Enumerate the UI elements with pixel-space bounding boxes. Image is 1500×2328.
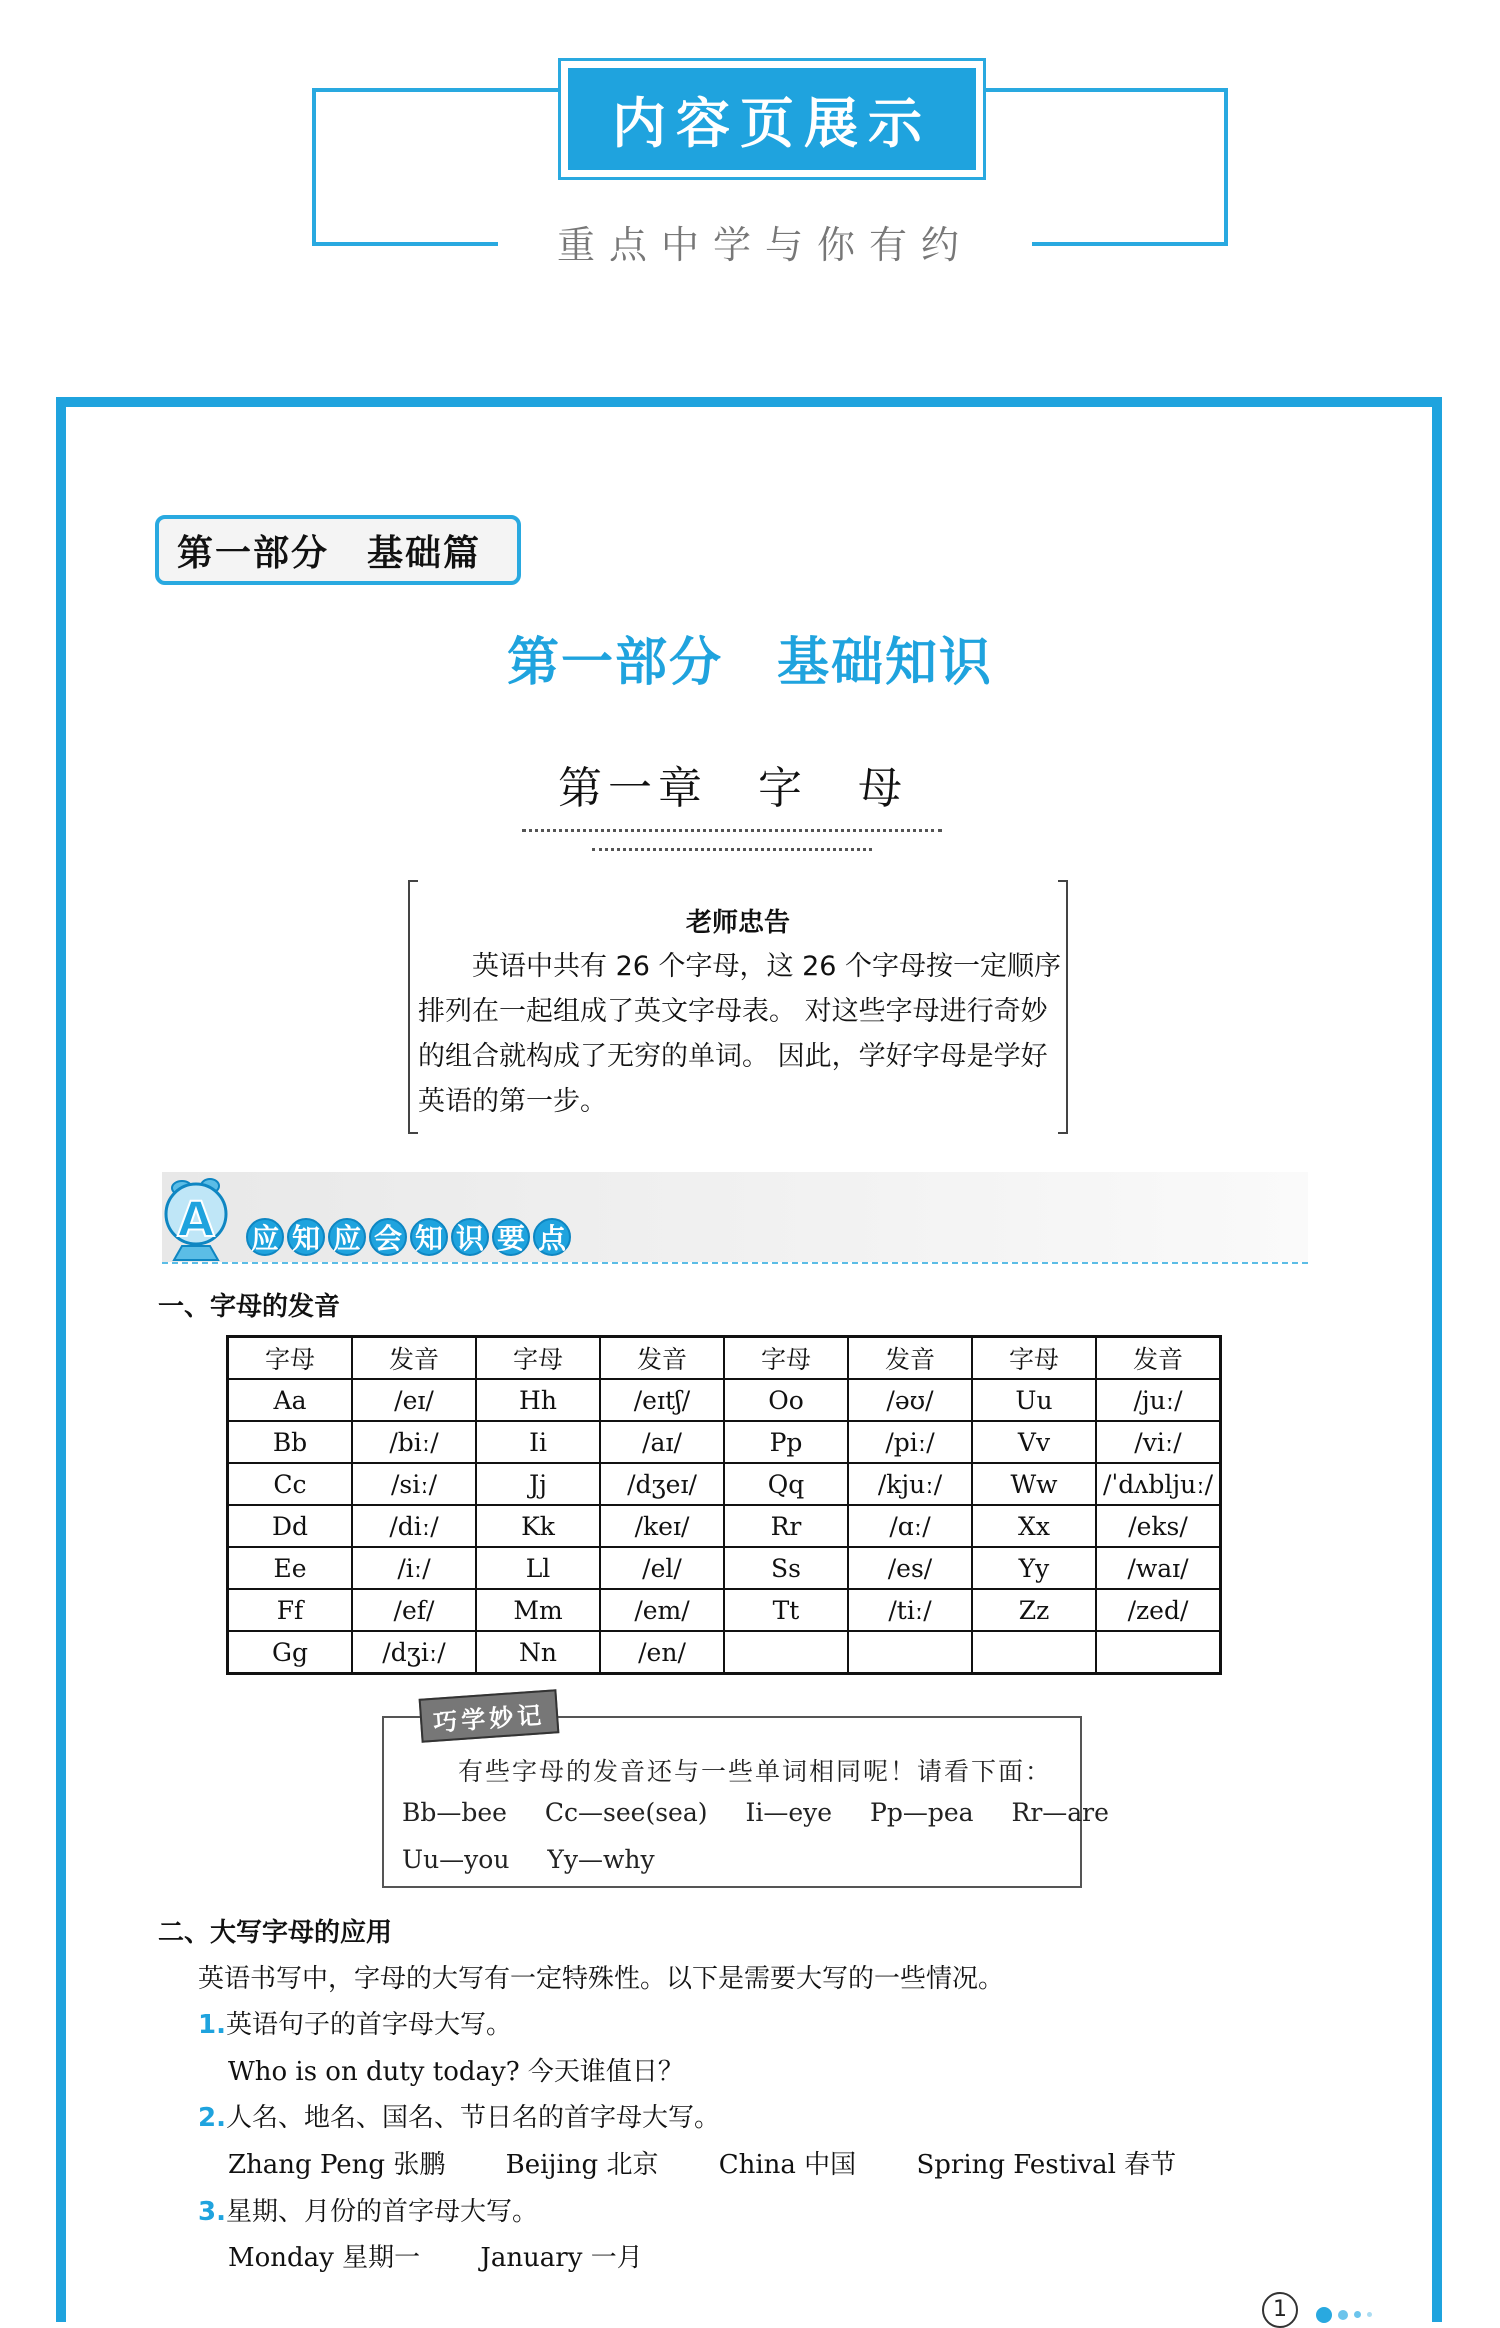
advice-title: 老师忠告 xyxy=(685,908,790,938)
decorative-divider xyxy=(522,829,942,832)
letter-cell: Mm xyxy=(476,1589,600,1631)
pronunciation-cell: /tiː/ xyxy=(848,1589,972,1631)
pronunciation-cell: /em/ xyxy=(600,1589,724,1631)
tip-examples xyxy=(402,1845,685,1874)
knowledge-title-char: 会 xyxy=(369,1218,407,1256)
tip-example: Uu—you xyxy=(402,1845,510,1874)
rule-number: 1. xyxy=(198,2010,226,2040)
pronunciation-cell: /siː/ xyxy=(352,1463,476,1505)
section-heading: 一、字母的发音 xyxy=(158,1292,341,1322)
tip-intro: 有些字母的发音还与一些单词相同呢！请看下面： xyxy=(458,1757,1053,1786)
mascot-letter: A xyxy=(177,1192,215,1248)
alphabet-table xyxy=(226,1335,1222,1675)
pronunciation-cell: /kjuː/ xyxy=(848,1463,972,1505)
pronunciation-cell: /eks/ xyxy=(1096,1505,1221,1547)
pronunciation-cell: /eɪ/ xyxy=(352,1379,476,1421)
letter-cell: Yy xyxy=(972,1547,1096,1589)
table-row xyxy=(228,1631,1221,1674)
pronunciation-cell: /ɑː/ xyxy=(848,1505,972,1547)
letter-cell xyxy=(972,1631,1096,1674)
column-header-pronunciation: 发音 xyxy=(352,1337,476,1380)
pronunciation-cell xyxy=(1096,1631,1221,1674)
tip-example: Rr—are xyxy=(1011,1798,1109,1827)
letter-cell: Pp xyxy=(724,1421,848,1463)
pronunciation-cell: /en/ xyxy=(600,1631,724,1674)
part-title: 第一部分 基础知识 xyxy=(506,633,993,693)
column-header-letter: 字母 xyxy=(476,1337,600,1380)
tip-example: Cc—see(sea) xyxy=(544,1798,708,1827)
section-tag-name: 基础篇 xyxy=(367,532,482,574)
pronunciation-cell: /viː/ xyxy=(1096,1421,1221,1463)
tip-examples xyxy=(402,1798,1139,1827)
pronunciation-cell: /dʒiː/ xyxy=(352,1631,476,1674)
letter-cell: Ee xyxy=(228,1547,353,1589)
letter-cell: Cc xyxy=(228,1463,353,1505)
rule-number: 3. xyxy=(198,2197,226,2227)
rule-number: 2. xyxy=(198,2103,226,2133)
table-body xyxy=(228,1379,1221,1674)
knowledge-title xyxy=(246,1212,574,1262)
tip-example: Ii—eye xyxy=(745,1798,833,1827)
letter-cell: Nn xyxy=(476,1631,600,1674)
knowledge-title-char: 识 xyxy=(451,1218,489,1256)
pronunciation-cell: /piː/ xyxy=(848,1421,972,1463)
table-row xyxy=(228,1421,1221,1463)
letter-cell: Ff xyxy=(228,1589,353,1631)
pronunciation-cell: /waɪ/ xyxy=(1096,1547,1221,1589)
rule-example: Who is on duty today? 今天谁值日？ xyxy=(228,2057,684,2087)
letter-cell: Ww xyxy=(972,1463,1096,1505)
rule-examples xyxy=(228,2051,736,2088)
pronunciation-cell: /dʒeɪ/ xyxy=(600,1463,724,1505)
table-row xyxy=(228,1379,1221,1421)
knowledge-header-divider xyxy=(162,1262,1308,1264)
pronunciation-cell: /ef/ xyxy=(352,1589,476,1631)
table-row xyxy=(228,1505,1221,1547)
rule-examples xyxy=(228,2144,1228,2181)
column-header-pronunciation: 发音 xyxy=(1096,1337,1221,1380)
letter-cell: Ii xyxy=(476,1421,600,1463)
letter-cell: Xx xyxy=(972,1505,1096,1547)
table-header-row xyxy=(228,1337,1221,1380)
column-header-pronunciation: 发音 xyxy=(848,1337,972,1380)
section-tag-part: 第一部分 xyxy=(177,532,330,574)
letter-cell: Rr xyxy=(724,1505,848,1547)
decorative-divider xyxy=(592,848,872,851)
pronunciation-cell: /zed/ xyxy=(1096,1589,1221,1631)
knowledge-title-char: 要 xyxy=(492,1218,530,1256)
table-row xyxy=(228,1589,1221,1631)
column-header-letter: 字母 xyxy=(972,1337,1096,1380)
banner-frame-line xyxy=(1032,242,1228,246)
rule-text: 英语句子的首字母大写。 xyxy=(225,2010,512,2040)
rule-text: 人名、地名、国名、节日名的首字母大写。 xyxy=(225,2103,720,2133)
letter-cell: Oo xyxy=(724,1379,848,1421)
section-heading: 二、大写字母的应用 xyxy=(158,1918,393,1948)
knowledge-title-char: 点 xyxy=(533,1218,571,1256)
pronunciation-cell: /keɪ/ xyxy=(600,1505,724,1547)
pronunciation-cell: /el/ xyxy=(600,1547,724,1589)
rule-text: 星期、月份的首字母大写。 xyxy=(225,2197,538,2227)
knowledge-title-char: 应 xyxy=(328,1218,366,1256)
page-number: 1 xyxy=(1262,2292,1298,2328)
section-intro: 英语书写中，字母的大写有一定特殊性。以下是需要大写的一些情况。 xyxy=(198,1964,1005,1994)
letter-cell: Qq xyxy=(724,1463,848,1505)
pronunciation-cell: /diː/ xyxy=(352,1505,476,1547)
rule-example: Monday 星期一 xyxy=(228,2243,421,2273)
mascot-icon xyxy=(152,1174,242,1266)
pronunciation-cell: /eɪtʃ/ xyxy=(600,1379,724,1421)
pronunciation-cell: /es/ xyxy=(848,1547,972,1589)
rule-example: Spring Festival 春节 xyxy=(916,2150,1177,2180)
rule-item xyxy=(198,2004,512,2041)
letter-cell: Ll xyxy=(476,1547,600,1589)
letter-cell: Uu xyxy=(972,1379,1096,1421)
tip-example: Pp—pea xyxy=(870,1798,974,1827)
letter-cell: Dd xyxy=(228,1505,353,1547)
letter-cell: Tt xyxy=(724,1589,848,1631)
letter-cell: Zz xyxy=(972,1589,1096,1631)
advice-text: 英语中共有 26 个字母，这 26 个字母按一定顺序排列在一起组成了英文字母表。 对这些字母进行奇妙的组合就构成了无穷的单词。 因此，学好字母是学好英语的第一步。 xyxy=(418,951,1062,1117)
banner-subtitle: 重点中学与你有约 xyxy=(508,215,1022,275)
pronunciation-cell: /əʊ/ xyxy=(848,1379,972,1421)
pronunciation-cell: /aɪ/ xyxy=(600,1421,724,1463)
table-row xyxy=(228,1547,1221,1589)
column-header-letter: 字母 xyxy=(228,1337,353,1380)
letter-cell: Vv xyxy=(972,1421,1096,1463)
letter-cell xyxy=(724,1631,848,1674)
knowledge-title-char: 知 xyxy=(410,1218,448,1256)
tip-label: 巧学妙记 xyxy=(419,1689,560,1743)
letter-cell: Aa xyxy=(228,1379,353,1421)
letter-cell: Jj xyxy=(476,1463,600,1505)
section-tag xyxy=(155,515,521,585)
tip-example: Yy—why xyxy=(547,1845,655,1874)
table-row xyxy=(228,1463,1221,1505)
banner-title: 内容页展示 xyxy=(568,68,976,170)
rule-example: January 一月 xyxy=(480,2243,643,2273)
letter-cell: Ss xyxy=(724,1547,848,1589)
knowledge-title-char: 知 xyxy=(287,1218,325,1256)
rule-item xyxy=(198,2097,720,2134)
letter-cell: Bb xyxy=(228,1421,353,1463)
letter-cell: Hh xyxy=(476,1379,600,1421)
letter-cell: Kk xyxy=(476,1505,600,1547)
pronunciation-cell xyxy=(848,1631,972,1674)
pronunciation-cell: /juː/ xyxy=(1096,1379,1221,1421)
pronunciation-cell: /ˈdʌbljuː/ xyxy=(1096,1463,1221,1505)
tip-example: Bb—bee xyxy=(402,1798,507,1827)
column-header-letter: 字母 xyxy=(724,1337,848,1380)
pronunciation-cell: /biː/ xyxy=(352,1421,476,1463)
advice-box xyxy=(408,880,1068,1134)
rule-item xyxy=(198,2191,538,2228)
rule-example: Zhang Peng 张鹏 xyxy=(228,2150,446,2180)
banner-frame-line xyxy=(312,242,498,246)
column-header-pronunciation: 发音 xyxy=(600,1337,724,1380)
chapter-title: 第一章 字 母 xyxy=(558,763,908,814)
rule-example: Beijing 北京 xyxy=(505,2150,659,2180)
pronunciation-cell: /iː/ xyxy=(352,1547,476,1589)
rule-examples xyxy=(228,2237,695,2274)
knowledge-title-char: 应 xyxy=(246,1218,284,1256)
letter-cell: Gg xyxy=(228,1631,353,1674)
page-dots-decoration xyxy=(1316,2304,1378,2323)
rule-example: China 中国 xyxy=(718,2150,857,2180)
